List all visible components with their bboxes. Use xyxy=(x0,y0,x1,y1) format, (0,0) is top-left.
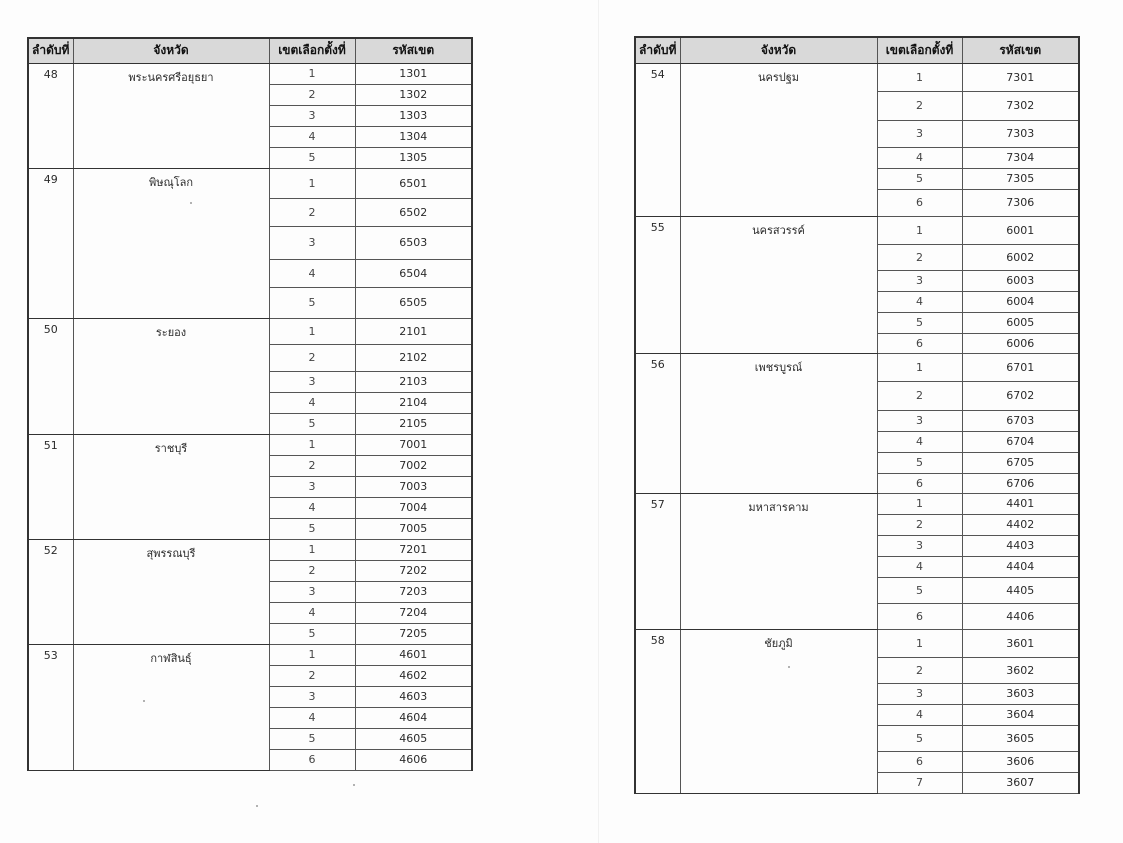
district-number: 5 xyxy=(269,413,355,434)
sequence-number: 49 xyxy=(28,168,73,318)
district-number: 1 xyxy=(269,318,355,344)
table-row xyxy=(28,644,472,665)
header-seq: ลำดับที่ xyxy=(635,37,680,63)
district-code: 6503 xyxy=(355,226,472,259)
district-number: 3 xyxy=(269,371,355,392)
district-code: 6501 xyxy=(355,168,472,198)
district-number: 2 xyxy=(269,665,355,686)
district-number: 5 xyxy=(269,623,355,644)
district-number: 6 xyxy=(877,189,962,216)
district-number: 2 xyxy=(877,91,962,120)
district-number: 5 xyxy=(877,312,962,333)
district-number: 6 xyxy=(877,333,962,353)
district-number: 2 xyxy=(877,514,962,535)
district-code: 1304 xyxy=(355,126,472,147)
district-code: 6002 xyxy=(962,244,1079,270)
district-code: 3602 xyxy=(962,657,1079,683)
district-number: 5 xyxy=(877,168,962,189)
district-number: 1 xyxy=(877,63,962,91)
district-number: 2 xyxy=(269,84,355,105)
scan-speck xyxy=(353,784,355,786)
district-number: 5 xyxy=(269,728,355,749)
district-code: 2102 xyxy=(355,344,472,371)
district-code: 7204 xyxy=(355,602,472,623)
district-number: 4 xyxy=(877,704,962,725)
sequence-number: 52 xyxy=(28,539,73,644)
district-code: 3603 xyxy=(962,683,1079,704)
district-code: 6502 xyxy=(355,198,472,226)
district-code: 1301 xyxy=(355,63,472,84)
district-code: 2101 xyxy=(355,318,472,344)
province-name: เพชรบูรณ์ xyxy=(680,353,877,493)
district-code: 6003 xyxy=(962,270,1079,291)
district-number: 3 xyxy=(269,476,355,497)
sequence-number: 50 xyxy=(28,318,73,434)
table-row xyxy=(635,63,1079,91)
district-code: 3607 xyxy=(962,772,1079,793)
district-number: 2 xyxy=(269,198,355,226)
header-province: จังหวัด xyxy=(73,38,269,63)
header-seq: ลำดับที่ xyxy=(28,38,73,63)
district-code: 6505 xyxy=(355,287,472,318)
district-code: 2104 xyxy=(355,392,472,413)
district-code: 6001 xyxy=(962,216,1079,244)
district-code: 2105 xyxy=(355,413,472,434)
district-number: 6 xyxy=(269,749,355,770)
district-number: 2 xyxy=(269,344,355,371)
sequence-number: 55 xyxy=(635,216,680,353)
district-code: 4606 xyxy=(355,749,472,770)
district-number: 4 xyxy=(877,147,962,168)
district-code: 4405 xyxy=(962,577,1079,603)
scan-speck xyxy=(143,700,145,702)
sequence-number: 56 xyxy=(635,353,680,493)
province-name: กาฬสินธุ์ xyxy=(73,644,269,770)
district-number: 2 xyxy=(877,381,962,410)
district-number: 4 xyxy=(269,497,355,518)
district-code: 7303 xyxy=(962,120,1079,147)
district-code: 4401 xyxy=(962,493,1079,514)
province-name: นครปฐม xyxy=(680,63,877,216)
scan-speck xyxy=(256,805,258,807)
district-code: 4601 xyxy=(355,644,472,665)
province-name: มหาสารคาม xyxy=(680,493,877,629)
district-code: 7203 xyxy=(355,581,472,602)
table-row xyxy=(635,493,1079,514)
district-number: 4 xyxy=(269,259,355,287)
district-code: 7306 xyxy=(962,189,1079,216)
header-code: รหัสเขต xyxy=(962,37,1079,63)
district-number: 5 xyxy=(269,518,355,539)
district-code: 2103 xyxy=(355,371,472,392)
table-row xyxy=(28,434,472,455)
district-code: 7301 xyxy=(962,63,1079,91)
district-number: 3 xyxy=(269,686,355,707)
province-name: ชัยภูมิ xyxy=(680,629,877,793)
district-code: 6701 xyxy=(962,353,1079,381)
district-number: 2 xyxy=(877,657,962,683)
district-number: 1 xyxy=(877,493,962,514)
district-number: 2 xyxy=(269,455,355,476)
header-row xyxy=(635,37,1079,63)
district-code: 6706 xyxy=(962,473,1079,493)
district-code: 7201 xyxy=(355,539,472,560)
province-name: พิษณุโลก xyxy=(73,168,269,318)
district-code: 4403 xyxy=(962,535,1079,556)
header-code: รหัสเขต xyxy=(355,38,472,63)
sequence-number: 58 xyxy=(635,629,680,793)
table-row xyxy=(635,353,1079,381)
header-district: เขตเลือกตั้งที่ xyxy=(877,37,962,63)
district-code: 7005 xyxy=(355,518,472,539)
district-code: 6705 xyxy=(962,452,1079,473)
header-district: เขตเลือกตั้งที่ xyxy=(269,38,355,63)
district-code: 7302 xyxy=(962,91,1079,120)
district-number: 3 xyxy=(269,581,355,602)
district-number: 2 xyxy=(877,244,962,270)
province-name: สุพรรณบุรี xyxy=(73,539,269,644)
table-row xyxy=(28,318,472,344)
district-code: 7002 xyxy=(355,455,472,476)
district-code: 4605 xyxy=(355,728,472,749)
district-number: 4 xyxy=(877,556,962,577)
province-name: ระยอง xyxy=(73,318,269,434)
district-code: 3606 xyxy=(962,751,1079,772)
district-code: 7202 xyxy=(355,560,472,581)
district-code: 1303 xyxy=(355,105,472,126)
sequence-number: 57 xyxy=(635,493,680,629)
district-number: 3 xyxy=(877,120,962,147)
district-number: 4 xyxy=(269,707,355,728)
table-row xyxy=(635,216,1079,244)
district-number: 4 xyxy=(877,431,962,452)
district-code: 6004 xyxy=(962,291,1079,312)
header-province: จังหวัด xyxy=(680,37,877,63)
scan-speck xyxy=(788,666,790,668)
district-number: 3 xyxy=(877,270,962,291)
district-number: 1 xyxy=(269,539,355,560)
district-number: 5 xyxy=(269,147,355,168)
district-code: 7205 xyxy=(355,623,472,644)
district-number: 5 xyxy=(877,725,962,751)
district-code: 4402 xyxy=(962,514,1079,535)
district-code: 4406 xyxy=(962,603,1079,629)
district-number: 6 xyxy=(877,751,962,772)
district-number: 7 xyxy=(877,772,962,793)
sequence-number: 53 xyxy=(28,644,73,770)
district-code: 6703 xyxy=(962,410,1079,431)
district-number: 4 xyxy=(877,291,962,312)
district-code: 6504 xyxy=(355,259,472,287)
district-number: 1 xyxy=(269,63,355,84)
sequence-number: 54 xyxy=(635,63,680,216)
district-code: 3601 xyxy=(962,629,1079,657)
district-code: 1302 xyxy=(355,84,472,105)
right-district-table xyxy=(634,36,1080,794)
district-code: 4604 xyxy=(355,707,472,728)
district-number: 1 xyxy=(269,168,355,198)
province-name: นครสวรรค์ xyxy=(680,216,877,353)
district-code: 3604 xyxy=(962,704,1079,725)
sequence-number: 51 xyxy=(28,434,73,539)
district-code: 6005 xyxy=(962,312,1079,333)
district-number: 1 xyxy=(269,434,355,455)
province-name: พระนครศรีอยุธยา xyxy=(73,63,269,168)
district-code: 6702 xyxy=(962,381,1079,410)
district-number: 4 xyxy=(269,602,355,623)
district-number: 5 xyxy=(877,452,962,473)
scan-speck xyxy=(190,202,192,204)
district-code: 7001 xyxy=(355,434,472,455)
district-code: 3605 xyxy=(962,725,1079,751)
left-district-table xyxy=(27,37,473,771)
district-number: 4 xyxy=(269,126,355,147)
district-number: 3 xyxy=(269,226,355,259)
table-row xyxy=(28,539,472,560)
district-code: 4602 xyxy=(355,665,472,686)
district-number: 1 xyxy=(269,644,355,665)
district-number: 3 xyxy=(877,535,962,556)
district-number: 4 xyxy=(269,392,355,413)
table-row xyxy=(28,63,472,84)
district-number: 5 xyxy=(877,577,962,603)
page-fold xyxy=(598,0,599,843)
district-number: 5 xyxy=(269,287,355,318)
district-number: 3 xyxy=(877,410,962,431)
district-code: 4603 xyxy=(355,686,472,707)
district-code: 4404 xyxy=(962,556,1079,577)
district-number: 3 xyxy=(877,683,962,704)
district-code: 7304 xyxy=(962,147,1079,168)
district-number: 6 xyxy=(877,603,962,629)
table-row xyxy=(635,629,1079,657)
district-number: 1 xyxy=(877,353,962,381)
district-code: 7305 xyxy=(962,168,1079,189)
district-code: 7003 xyxy=(355,476,472,497)
district-number: 2 xyxy=(269,560,355,581)
sequence-number: 48 xyxy=(28,63,73,168)
district-code: 6704 xyxy=(962,431,1079,452)
district-number: 1 xyxy=(877,629,962,657)
district-number: 3 xyxy=(269,105,355,126)
district-number: 6 xyxy=(877,473,962,493)
province-name: ราชบุรี xyxy=(73,434,269,539)
header-row xyxy=(28,38,472,63)
district-code: 7004 xyxy=(355,497,472,518)
table-row xyxy=(28,168,472,198)
district-number: 1 xyxy=(877,216,962,244)
district-code: 1305 xyxy=(355,147,472,168)
district-code: 6006 xyxy=(962,333,1079,353)
